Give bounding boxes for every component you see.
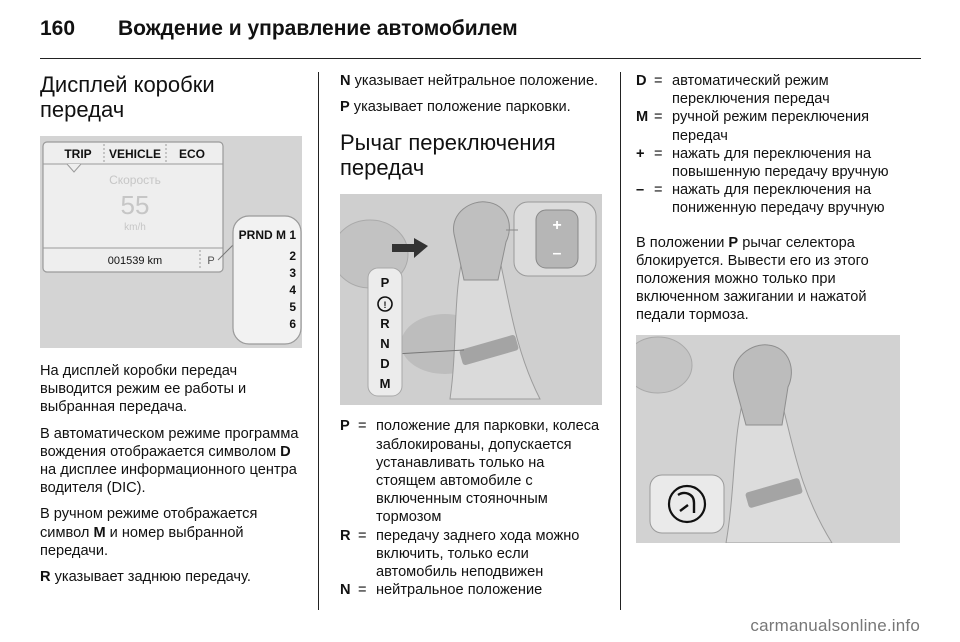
callout-gear-4: 4 — [289, 283, 296, 297]
definition-row-minus — [636, 181, 900, 217]
paragraph-manual-mode — [40, 505, 302, 560]
callout-gear-2: 2 — [289, 249, 296, 263]
page-number: 160 — [40, 17, 76, 40]
paragraph-park — [340, 98, 602, 116]
paragraph-display-intro: На дисплей коробки передач выводится режим ее работы и выбранная передача. — [40, 363, 247, 416]
definition-equals: = — [358, 527, 367, 544]
text: указывает нейтральное положение. — [350, 73, 599, 89]
column-2 — [340, 72, 602, 599]
brake-callout — [650, 475, 724, 533]
paragraph-neutral — [340, 72, 602, 90]
definition-equals: = — [654, 182, 663, 199]
watermark: carmanualsonline.info — [750, 616, 920, 635]
text: В автоматическом режиме программа вождения отображается символом — [40, 425, 299, 460]
gate-letter-r: R — [380, 316, 390, 332]
definition-equals: = — [358, 582, 367, 599]
definition-key: N — [340, 582, 351, 599]
paragraph-reverse — [40, 568, 302, 586]
speed-label: Скорость — [109, 173, 161, 187]
definition-equals: = — [358, 418, 367, 435]
brake-lever-figure — [636, 335, 900, 543]
symbol-d: D — [280, 443, 291, 460]
transmission-display-figure — [40, 136, 302, 348]
speed-value: 55 — [120, 190, 150, 220]
page-header — [40, 8, 920, 50]
text: и номер выбранной передачи. — [40, 524, 244, 559]
minus-symbol: – — [636, 182, 645, 199]
text: В положении — [636, 234, 729, 251]
definition-key: M — [636, 109, 649, 126]
column-3 — [636, 72, 900, 543]
air-vent — [636, 337, 692, 393]
gate-letter-m: M — [379, 376, 391, 392]
section-heading-display: Дисплей коробки передач — [40, 72, 215, 122]
column-divider-2 — [620, 72, 621, 610]
symbol-r: R — [40, 569, 51, 586]
definition-row-p — [340, 417, 602, 526]
header-rule — [40, 58, 921, 59]
paragraph-auto-mode — [40, 425, 302, 498]
definition-row-r — [340, 527, 602, 582]
definition-key: D — [636, 73, 647, 89]
definition-text: ручной режим переключения передач — [672, 109, 870, 144]
brake-icon-text: ! — [383, 300, 387, 311]
callout-gear-sequence: PRND M 1 — [238, 228, 296, 242]
definition-text: нажать для переключения на повышенную передачу вручную — [672, 145, 889, 181]
text: указывает заднюю передачу. — [50, 569, 251, 586]
gate-letter-d: D — [380, 356, 390, 372]
plus-symbol: + — [636, 145, 645, 162]
lever-knob — [734, 344, 792, 424]
symbol-p: P — [728, 234, 739, 251]
definition-text: нейтральное положение — [376, 582, 543, 599]
brake-lever-illustration — [636, 335, 900, 543]
minus-icon: – — [552, 245, 562, 263]
definition-equals: = — [654, 73, 663, 89]
text: В ручном режиме отображается символ — [40, 506, 258, 541]
definition-text: положение для парковки, колеса заблокированы, допускается устанавливать только на стоящем автомобиле с включенным стояночным тормозом — [376, 418, 600, 526]
section-heading-lever: Рычаг переключения передач — [340, 130, 556, 181]
tab-vehicle: VEHICLE — [108, 147, 162, 161]
speed-unit: km/h — [124, 222, 146, 233]
definition-key: R — [340, 527, 351, 544]
tab-trip: TRIP — [64, 147, 92, 161]
gate-letter-p: P — [380, 275, 390, 291]
text: на дисплее информационного центра водителя (DIC). — [40, 462, 297, 497]
gear-indicator: P — [207, 255, 215, 267]
paragraph-park-lock — [636, 234, 900, 325]
symbol-p: P — [340, 99, 350, 116]
definition-row-plus — [636, 145, 900, 181]
callout-gear-5: 5 — [289, 300, 296, 314]
gear-definitions-list-1 — [340, 417, 602, 599]
definition-row-n — [340, 581, 602, 599]
definition-key: P — [340, 418, 350, 435]
plus-icon: + — [552, 217, 562, 235]
symbol-n: N — [340, 73, 351, 89]
definition-equals: = — [654, 145, 663, 162]
definition-row-d — [636, 72, 900, 108]
text: рычаг селектора блокируется. Вывести его из этого положения можно только при включенном зажигании и нажатой педали тормоза. — [636, 234, 869, 324]
gear-definitions-list-2 — [636, 72, 900, 218]
definition-row-m — [636, 108, 900, 144]
gear-lever-illustration — [340, 194, 602, 405]
column-1 — [40, 72, 302, 594]
symbol-m: M — [93, 524, 106, 541]
odometer-reading: 001539 km — [107, 255, 163, 267]
display-illustration — [40, 136, 302, 348]
text: указывает положение парковки. — [349, 99, 571, 116]
running-title: Вождение и управление автомобилем — [118, 17, 518, 40]
definition-text: нажать для переключения на пониженную передачу вручную — [672, 182, 885, 217]
callout-gear-6: 6 — [289, 317, 296, 331]
gear-lever-figure — [340, 194, 602, 405]
definition-text: передачу заднего хода можно включить, только если автомобиль неподвижен — [376, 527, 580, 581]
definition-text: автоматический режим переключения передач — [672, 73, 830, 108]
column-divider-1 — [318, 72, 319, 610]
tab-eco: ECO — [178, 147, 206, 161]
callout-gear-3: 3 — [289, 266, 296, 280]
gate-letter-n: N — [380, 336, 390, 352]
definition-equals: = — [654, 109, 663, 126]
